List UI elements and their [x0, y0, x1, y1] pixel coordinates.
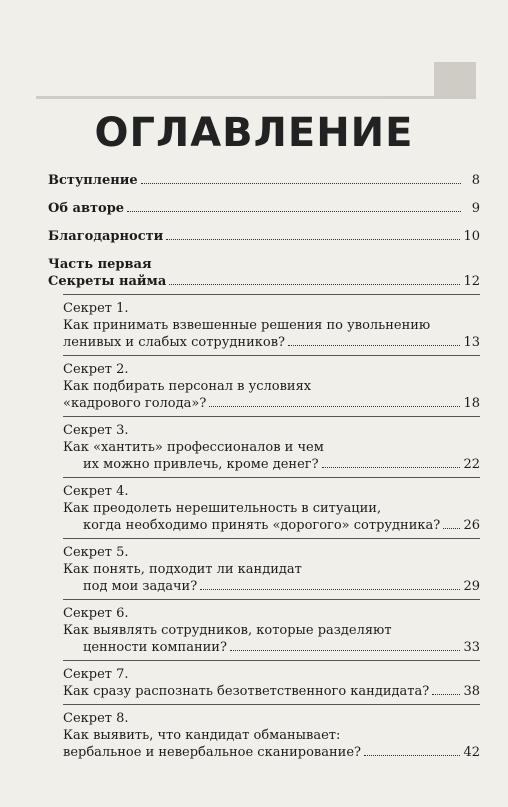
secret-page: 38: [463, 684, 480, 699]
secret-entry: [63, 483, 480, 534]
secret-title-line: вербальное и невербальное сканирование?: [63, 745, 361, 760]
secret-last-line: [63, 744, 480, 761]
leader-dots: [200, 589, 460, 590]
secret-title-line: ценности компании?: [83, 640, 227, 655]
secret-last-line: [63, 395, 480, 412]
leader-dots: [141, 183, 461, 184]
secret-page: 29: [463, 579, 480, 594]
divider: [63, 294, 480, 295]
secret-title-line: Как выявлять сотрудников, которые разделяют: [63, 623, 392, 638]
secret-title-line: ленивых и слабых сотрудников?: [63, 335, 285, 350]
toc-entry-title: Вступление: [48, 173, 138, 188]
secret-title-line: Как понять, подходит ли кандидат: [63, 562, 302, 577]
bleed-through-header: [36, 62, 476, 99]
toc-entry: [48, 200, 480, 217]
secret-entry: [63, 710, 480, 761]
secret-page: 13: [463, 335, 480, 350]
toc-entry-page: 9: [471, 201, 480, 216]
secret-entry: [63, 361, 480, 412]
divider: [63, 477, 480, 478]
secret-label: Секрет 3.: [63, 423, 129, 438]
secret-title-line: Как выявить, что кандидат обманывает:: [63, 728, 341, 743]
secret-label: Секрет 8.: [63, 711, 129, 726]
part-label: Часть первая: [48, 257, 152, 272]
part-title: Секреты найма: [48, 274, 167, 289]
secret-label: Секрет 2.: [63, 362, 129, 377]
page-title: ОГЛАВЛЕНИЕ: [94, 110, 414, 156]
leader-dots: [169, 284, 460, 285]
toc-entry-title: Благодарности: [48, 229, 164, 244]
secret-last-line: [63, 578, 480, 595]
leader-dots: [209, 406, 460, 407]
leader-dots: [432, 694, 460, 695]
leader-dots: [443, 528, 460, 529]
secret-title-line: Как «хантить» профессионалов и чем: [63, 440, 324, 455]
part-page: 12: [463, 274, 480, 289]
secret-title-line: их можно привлечь, кроме денег?: [83, 457, 319, 472]
secret-label: Секрет 5.: [63, 545, 129, 560]
leader-dots: [127, 211, 461, 212]
secret-page: 33: [463, 640, 480, 655]
secret-label: Секрет 1.: [63, 301, 129, 316]
secret-title-line: Как преодолеть нерешительность в ситуации,: [63, 501, 382, 516]
secret-label: Секрет 7.: [63, 667, 129, 682]
toc-entry-title: Об авторе: [48, 201, 125, 216]
divider: [63, 538, 480, 539]
secret-title-line: когда необходимо принять «дорогого» сотрудника?: [83, 518, 441, 533]
toc-entry-page: 8: [471, 173, 480, 188]
secret-page: 26: [463, 518, 480, 533]
leader-dots: [364, 755, 460, 756]
secret-label: Секрет 6.: [63, 606, 129, 621]
leader-dots: [322, 467, 461, 468]
toc-entry-page: 10: [463, 229, 480, 244]
secret-entry: [63, 666, 480, 700]
part-entry: [48, 273, 480, 290]
secret-label: Секрет 4.: [63, 484, 129, 499]
leader-dots: [166, 239, 460, 240]
bleed-through-tab: [434, 62, 476, 96]
secret-last-line: [63, 334, 480, 351]
table-of-contents: [48, 172, 480, 761]
toc-entry: [48, 172, 480, 189]
secret-page: 22: [463, 457, 480, 472]
secret-page: 18: [463, 396, 480, 411]
secret-title-line: Как сразу распознать безответственного кандидата?: [63, 684, 430, 699]
leader-dots: [230, 650, 461, 651]
secret-last-line: [63, 456, 480, 473]
secret-entry: [63, 422, 480, 473]
secret-last-line: [63, 517, 480, 534]
secret-entry: [63, 300, 480, 351]
divider: [63, 704, 480, 705]
secret-title-line: Как подбирать персонал в условиях: [63, 379, 312, 394]
secret-entry: [63, 544, 480, 595]
divider: [63, 660, 480, 661]
secret-last-line: [63, 639, 480, 656]
secret-entry: [63, 605, 480, 656]
toc-entry: [48, 228, 480, 245]
secret-title-line: Как принимать взвешенные решения по увольнению: [63, 318, 431, 333]
divider: [63, 416, 480, 417]
secret-last-line: [63, 683, 480, 700]
secret-title-line: «кадрового голода»?: [63, 396, 207, 411]
divider: [63, 599, 480, 600]
secret-title-line: под мои задачи?: [83, 579, 198, 594]
secret-page: 42: [463, 745, 480, 760]
leader-dots: [288, 345, 460, 346]
divider: [63, 355, 480, 356]
